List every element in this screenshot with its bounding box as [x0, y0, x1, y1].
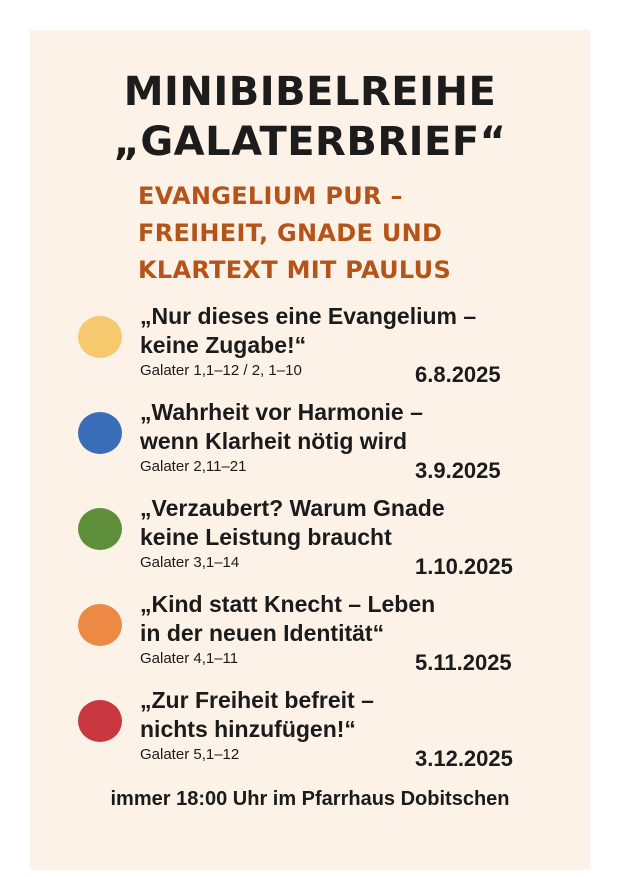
series-title-line-2: „GALATERBRIEF“	[113, 119, 507, 165]
event-date: 3.9.2025	[415, 458, 501, 483]
event-reference: Galater 5,1–12	[140, 746, 240, 763]
orange-dot-icon	[78, 604, 122, 646]
event-reference: Galater 1,1–12 / 2, 1–10	[140, 362, 302, 379]
event-title-line-2: nichts hinzufügen!“	[140, 716, 356, 742]
event-date: 3.12.2025	[415, 746, 513, 771]
event-item-1	[30, 302, 590, 392]
event-title-line-2: keine Zugabe!“	[140, 332, 307, 358]
flyer	[30, 30, 590, 870]
subtitle-line-1: EVANGELIUM PUR –	[138, 182, 403, 210]
event-title-line-2: keine Leistung braucht	[140, 524, 392, 550]
event-item-5	[30, 686, 590, 776]
event-item-2	[30, 398, 590, 488]
series-subtitle	[138, 178, 578, 289]
event-title-line-1: „Wahrheit vor Harmonie –	[140, 399, 423, 425]
event-item-4	[30, 590, 590, 680]
event-date: 6.8.2025	[415, 362, 501, 387]
series-title-line-1: MINIBIBELREIHE	[123, 69, 497, 115]
event-title	[140, 398, 423, 456]
event-title-line-2: wenn Klarheit nötig wird	[140, 428, 408, 454]
event-reference: Galater 2,11–21	[140, 458, 247, 475]
green-dot-icon	[78, 508, 122, 550]
event-title-line-1: „Verzaubert? Warum Gnade	[140, 495, 445, 521]
subtitle-line-3: KLARTEXT MIT PAULUS	[138, 256, 452, 284]
event-title	[140, 302, 476, 360]
event-date: 1.10.2025	[415, 554, 513, 579]
event-title-line-1: „Zur Freiheit befreit –	[140, 687, 374, 713]
event-title	[140, 686, 374, 744]
yellow-dot-icon	[78, 316, 122, 358]
time-location-note: immer 18:00 Uhr im Pfarrhaus Dobitschen	[110, 788, 510, 810]
event-title	[140, 590, 435, 648]
event-item-3	[30, 494, 590, 584]
event-title-line-2: in der neuen Identität“	[140, 620, 385, 646]
event-reference: Galater 4,1–11	[140, 650, 239, 667]
subtitle-line-2: FREIHEIT, GNADE UND	[138, 219, 443, 247]
event-title-line-1: „Nur dieses eine Evangelium –	[140, 303, 477, 329]
event-date: 5.11.2025	[415, 650, 512, 675]
blue-dot-icon	[78, 412, 122, 454]
event-title-line-1: „Kind statt Knecht – Leben	[140, 591, 436, 617]
red-dot-icon	[78, 700, 122, 742]
event-reference: Galater 3,1–14	[140, 554, 240, 571]
event-title	[140, 494, 445, 552]
